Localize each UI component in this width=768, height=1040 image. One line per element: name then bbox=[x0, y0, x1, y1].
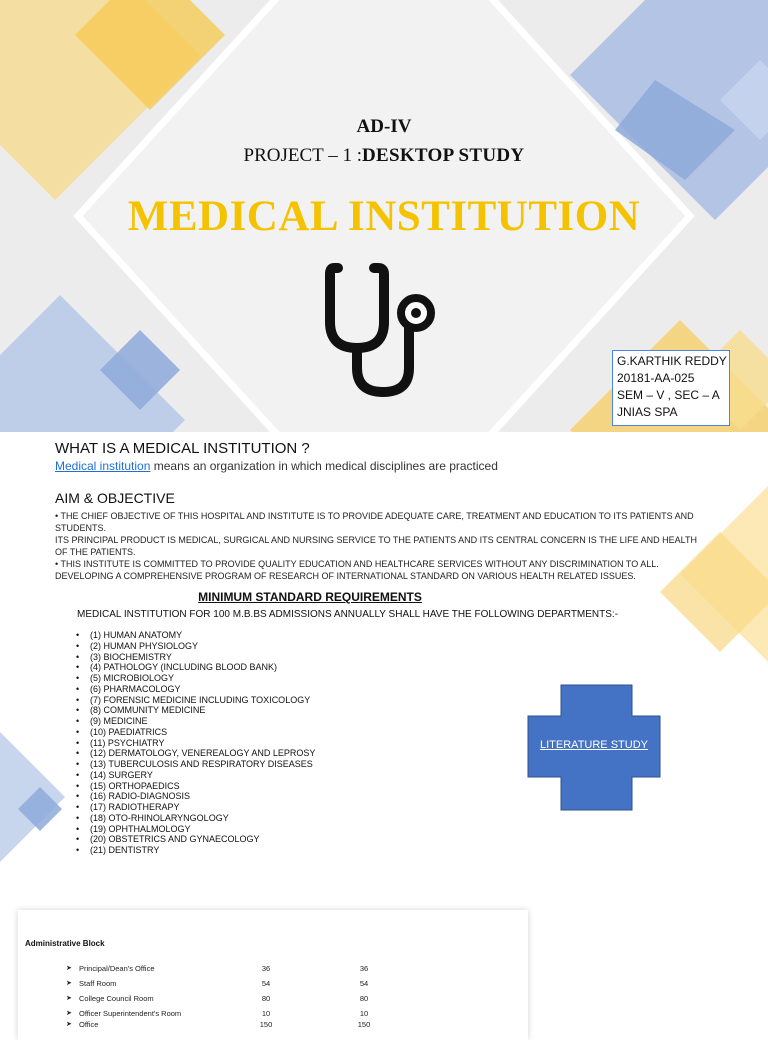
aim-line: • THE CHIEF OBJECTIVE OF THIS HOSPITAL AND INSTITUTE IS TO PROVIDE ADEQUATE CARE, TREATMENT AND EDUCATION TO ITS PATIENTS AND STUDENTS. bbox=[55, 511, 694, 533]
department-item: • (8) COMMUNITY MEDICINE bbox=[76, 705, 315, 716]
department-item: • (19) OPHTHALMOLOGY bbox=[76, 824, 315, 835]
aim-line: DEVELOPING A COMPREHENSIVE PROGRAM OF RESEARCH OF INTERNATIONAL STANDARD ON VARIOUS HEALTH RELATED ISSUES. bbox=[55, 571, 636, 581]
room-area-provided: 10 bbox=[359, 1009, 369, 1018]
course-code: AD-IV bbox=[356, 116, 412, 137]
department-item: • (4) PATHOLOGY (INCLUDING BLOOD BANK) bbox=[76, 662, 315, 673]
table-row bbox=[66, 977, 486, 992]
department-item: • (21) DENTISTRY bbox=[76, 845, 315, 856]
room-area: 54 bbox=[261, 979, 271, 988]
section-heading-what-is: WHAT IS A MEDICAL INSTITUTION ? bbox=[55, 440, 310, 457]
room-name: College Council Room bbox=[79, 994, 154, 1003]
msr-heading: MINIMUM STANDARD REQUIREMENTS bbox=[198, 590, 422, 604]
department-item: • (10) PAEDIATRICS bbox=[76, 727, 315, 738]
department-item: • (18) OTO-RHINOLARYNGOLOGY bbox=[76, 813, 315, 824]
department-item: • (14) SURGERY bbox=[76, 770, 315, 781]
arrow-bullet-icon: ➤ bbox=[66, 1021, 72, 1028]
definition-text bbox=[55, 459, 498, 473]
project-name: DESKTOP STUDY bbox=[361, 145, 525, 166]
department-item: • (2) HUMAN PHYSIOLOGY bbox=[76, 641, 315, 652]
room-name: Staff Room bbox=[79, 979, 117, 988]
room-name: Principal/Dean's Office bbox=[79, 964, 155, 973]
department-item: • (12) DERMATOLOGY, VENEREALOGY AND LEPROSY bbox=[76, 748, 315, 759]
section-heading-aim: AIM & OBJECTIVE bbox=[55, 490, 175, 506]
project-line bbox=[0, 145, 768, 167]
room-area-provided: 80 bbox=[359, 994, 369, 1003]
department-item: • (15) ORTHOPAEDICS bbox=[76, 781, 315, 792]
msr-subheading: MEDICAL INSTITUTION FOR 100 M.B.BS ADMISSIONS ANNUALLY SHALL HAVE THE FOLLOWING DEPARTMENTS:- bbox=[77, 609, 619, 620]
definition-link[interactable]: Medical institution bbox=[55, 459, 151, 473]
department-item: • (6) PHARMACOLOGY bbox=[76, 684, 315, 695]
table-row bbox=[66, 1007, 486, 1018]
author-sem: SEM – V , SEC – A bbox=[617, 388, 720, 402]
literature-study-link[interactable]: LITERATURE STUDY bbox=[540, 739, 648, 751]
room-area-provided: 150 bbox=[357, 1020, 371, 1029]
department-item: • (20) OBSTETRICS AND GYNAECOLOGY bbox=[76, 834, 315, 845]
room-name: Office bbox=[79, 1020, 99, 1029]
project-prefix: PROJECT – 1 : bbox=[243, 145, 362, 166]
room-name: Officer Superintendent's Room bbox=[79, 1009, 182, 1018]
literature-slide bbox=[0, 432, 768, 880]
aim-line: ITS PRINCIPAL PRODUCT IS MEDICAL, SURGICAL AND NURSING SERVICE TO THE PATIENTS AND ITS CENTRAL CONCERN IS THE LIFE AND HEALTH OF THE PATIENTS. bbox=[55, 535, 697, 557]
author-college: JNIAS SPA bbox=[617, 405, 678, 419]
admin-card bbox=[18, 910, 528, 1040]
department-item: • (3) BIOCHEMISTRY bbox=[76, 652, 315, 663]
admin-block-heading: Administrative Block bbox=[25, 939, 105, 948]
department-item: • (1) HUMAN ANATOMY bbox=[76, 630, 315, 641]
aim-line: • THIS INSTITUTE IS COMMITTED TO PROVIDE QUALITY EDUCATION AND HEALTHCARE SERVICES WITHOUT ANY DISCRIMINATION TO ALL. bbox=[55, 559, 659, 569]
department-item: • (13) TUBERCULOSIS AND RESPIRATORY DISEASES bbox=[76, 759, 315, 770]
department-item: • (11) PSYCHIATRY bbox=[76, 738, 315, 749]
department-item: • (7) FORENSIC MEDICINE INCLUDING TOXICOLOGY bbox=[76, 695, 315, 706]
room-area: 36 bbox=[261, 964, 271, 973]
author-name: G.KARTHIK REDDY bbox=[617, 354, 727, 368]
room-area-provided: 54 bbox=[359, 979, 369, 988]
room-area: 80 bbox=[261, 994, 271, 1003]
table-row bbox=[66, 1018, 486, 1033]
room-area: 150 bbox=[259, 1020, 273, 1029]
arrow-bullet-icon: ➤ bbox=[66, 980, 72, 987]
admin-table bbox=[66, 962, 486, 1033]
author-box bbox=[612, 350, 730, 426]
page-title: MEDICAL INSTITUTION bbox=[127, 193, 641, 240]
room-area-provided: 36 bbox=[359, 964, 369, 973]
table-row bbox=[66, 962, 486, 977]
room-area: 10 bbox=[261, 1009, 271, 1018]
arrow-bullet-icon: ➤ bbox=[66, 1010, 72, 1017]
author-roll: 20181-AA-025 bbox=[617, 371, 695, 385]
aim-paragraph bbox=[55, 510, 710, 582]
arrow-bullet-icon: ➤ bbox=[66, 995, 72, 1002]
cover-slide bbox=[0, 0, 768, 432]
department-item: • (16) RADIO-DIAGNOSIS bbox=[76, 791, 315, 802]
department-item: • (17) RADIOTHERAPY bbox=[76, 802, 315, 813]
table-row bbox=[66, 992, 486, 1007]
arrow-bullet-icon: ➤ bbox=[66, 965, 72, 972]
department-item: • (5) MICROBIOLOGY bbox=[76, 673, 315, 684]
definition-rest: means an organization in which medical disciplines are practiced bbox=[150, 459, 498, 473]
stethoscope-icon bbox=[320, 260, 440, 405]
admin-page bbox=[0, 880, 768, 1029]
department-item: • (9) MEDICINE bbox=[76, 716, 315, 727]
department-list bbox=[76, 630, 315, 856]
